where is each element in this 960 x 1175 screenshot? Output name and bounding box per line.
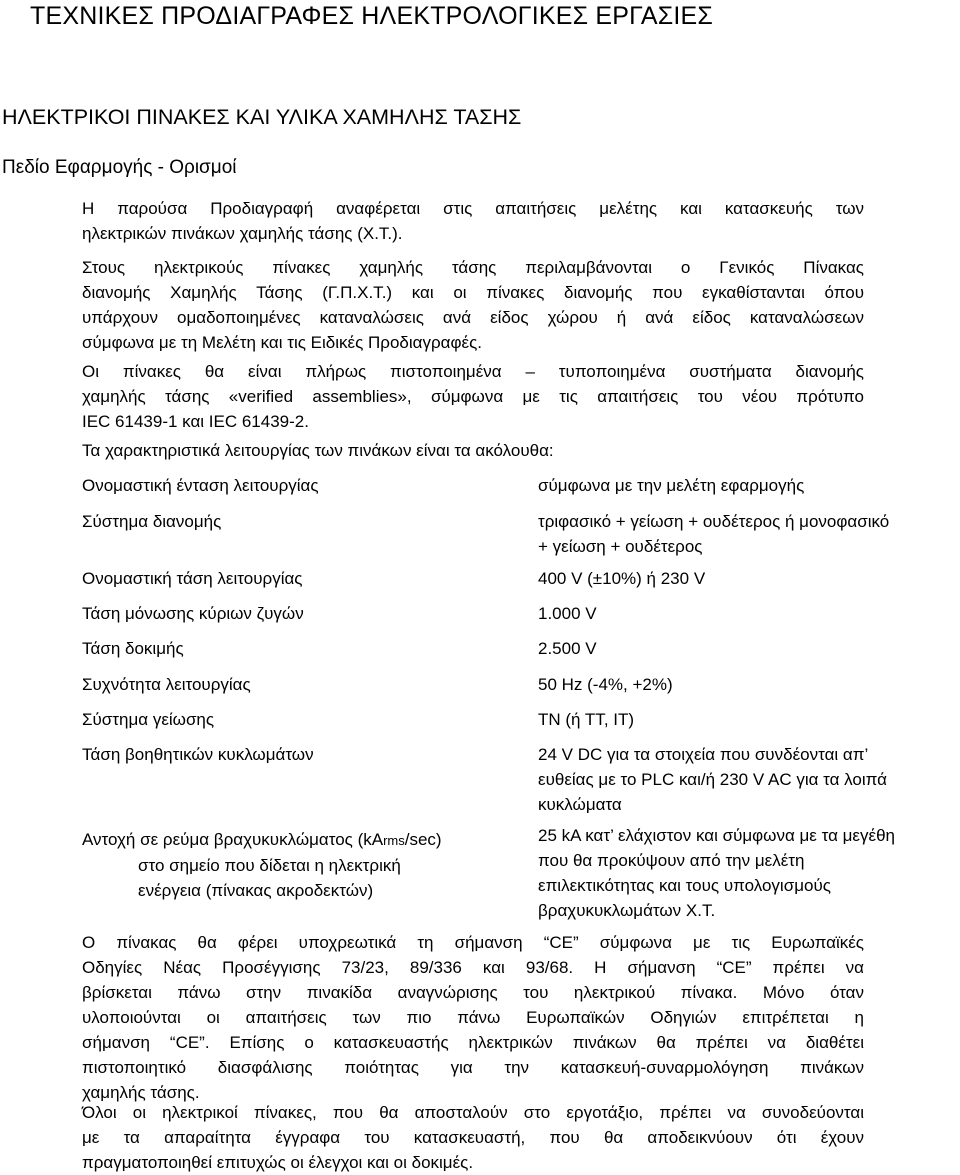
spec-value-earthing-system: ΤΝ (ή ΤΤ, IT) [538,710,635,729]
spec-value-line: βραχυκυκλωμάτων Χ.Τ. [538,901,716,920]
spec-label-line: ενέργεια (πίνακας ακροδεκτών) [138,881,374,900]
spec-value-test-voltage: 2.500 V [538,639,597,658]
spec-label-aux-voltage: Τάση βοηθητικών κυκλωμάτων [82,745,314,764]
paragraph-line: Οι πίνακες θα είναι πλήρως πιστοποιημένα – τυποποιημένα συστήματα διανομής [82,362,864,381]
spec-label-subscript: rms [383,833,405,848]
paragraph-line: IEC 61439-1 και IEC 61439-2. [82,412,309,431]
paragraph-line: πιστοποιητικό διασφάλισης ποιότητας για την κατασκευή-συναρμολόγηση πινάκων [82,1058,864,1077]
spec-value-line: κυκλώματα [538,795,622,814]
paragraph-line: ηλεκτρικών πινάκων χαμηλής τάσης (Χ.Τ.). [82,224,403,243]
spec-value-line: επιλεκτικότητας και τους υπολογισμούς [538,876,831,895]
paragraph-certification [82,359,864,434]
spec-value-line: + γείωση + ουδέτερος [538,537,703,556]
document-title: ΤΕΧΝΙΚΕΣ ΠΡΟΔΙΑΓΡΑΦΕΣ ΗΛΕΚΤΡΟΛΟΓΙΚΕΣ ΕΡΓΑΣΙΕΣ [30,2,714,30]
spec-value-line: ευθείας με το PLC και/ή 230 V AC για τα λοιπά [538,770,887,789]
spec-label-earthing-system: Σύστημα γείωσης [82,710,215,729]
paragraph-line: Στους ηλεκτρικούς πίνακες χαμηλής τάσης περιλαμβάνονται ο Γενικός Πίνακας [82,258,864,277]
paragraph-line: υλοποιούνται οι απαιτήσεις των πιο πάνω Ευρωπαϊκών Οδηγιών επιτρέπεται η [82,1008,864,1027]
paragraph-line: χαμηλής τάσης. [82,1083,200,1102]
paragraph-line: Η παρούσα Προδιαγραφή αναφέρεται στις απαιτήσεις μελέτης και κατασκευής των [82,199,864,218]
section-title: ΗΛΕΚΤΡΙΚΟΙ ΠΙΝΑΚΕΣ ΚΑΙ ΥΛΙΚΑ ΧΑΜΗΛΗΣ ΤΑΣΗΣ [2,105,522,129]
spec-value-line: που θα προκύψουν από την μελέτη [538,851,805,870]
spec-label-line [82,827,442,853]
paragraph-line: σήμανση “CE”. Επίσης ο κατασκευαστής ηλεκτρικών πινάκων θα πρέπει να διαθέτει [82,1033,864,1052]
paragraph-line: Οδηγίες Νέας Προσέγγισης 73/23, 89/336 και 93/68. Η σήμανση “CE” πρέπει να [82,958,864,977]
spec-value-frequency: 50 Hz (-4%, +2%) [538,675,673,694]
subsection-heading: Πεδίο Εφαρμογής - Ορισμοί [2,157,237,178]
paragraph-site-delivery [82,1100,864,1175]
spec-label-rated-voltage: Ονομαστική τάση λειτουργίας [82,569,303,588]
spec-label-rated-current: Ονομαστική ένταση λειτουργίας [82,476,319,495]
paragraph-line: υπάρχουν ομαδοποιημένες καταναλώσεις ανά είδος χώρου ή ανά είδος καταναλώσεων [82,308,864,327]
spec-value-rated-voltage: 400 V (±10%) ή 230 V [538,569,706,588]
paragraph-line: βρίσκεται πάνω στην πινακίδα αναγνώρισης του ηλεκτρικού πίνακα. Μόνο όταν [82,983,864,1002]
spec-label-line: στο σημείο που δίδεται η ηλεκτρική [138,856,401,875]
paragraph-characteristics-intro: Τα χαρακτηριστικά λειτουργίας των πινάκων είναι τα ακόλουθα: [82,441,554,460]
spec-label-test-voltage: Τάση δοκιμής [82,639,184,658]
paragraph-line: διανομής Χαμηλής Τάσης (Γ.Π.Χ.Τ.) και οι πίνακες διανομής που εγκαθίστανται όπου [82,283,864,302]
paragraph-scope [82,196,864,246]
spec-value-rated-current: σύμφωνα με την μελέτη εφαρμογής [538,476,805,495]
paragraph-line: Ο πίνακας θα φέρει υποχρεωτικά τη σήμανση “CE” σύμφωνα με τις Ευρωπαϊκές [82,933,864,952]
spec-label-short-circuit [82,827,442,903]
paragraph-ce-marking [82,930,864,1105]
paragraph-line: με τα απαραίτητα έγγραφα του κατασκευαστή, που θα αποδεικνύουν ότι έχουν [82,1128,864,1147]
spec-label-frequency: Συχνότητα λειτουργίας [82,675,251,694]
spec-value-distribution [538,509,889,559]
spec-value-insulation-voltage: 1.000 V [538,604,597,623]
spec-label-text: Αντοχή σε ρεύμα βραχυκυκλώματος (kA [82,830,384,849]
paragraph-included-panels [82,255,864,355]
paragraph-line: σύμφωνα με τη Μελέτη και τις Ειδικές Προδιαγραφές. [82,333,482,352]
paragraph-line: Όλοι οι ηλεκτρικοί πίνακες, που θα αποσταλούν στο εργοτάξιο, πρέπει να συνοδεύονται [82,1103,864,1122]
paragraph-line: πραγματοποιηθεί επιτυχώς οι έλεγχοι και οι δοκιμές. [82,1153,474,1172]
spec-label-distribution: Σύστημα διανομής [82,512,222,531]
spec-value-short-circuit [538,823,895,923]
spec-value-line: 24 V DC για τα στοιχεία που συνδέονται απ’ [538,745,869,764]
spec-value-line: 25 kA κατ’ ελάχιστον και σύμφωνα με τα μεγέθη [538,826,895,845]
paragraph-line: χαμηλής τάσης «verified assemblies», σύμφωνα με τις απαιτήσεις του νέου πρότυπο [82,387,864,406]
spec-label-text: /sec) [404,830,442,849]
spec-value-aux-voltage [538,742,887,817]
spec-label-insulation-voltage: Τάση μόνωσης κύριων ζυγών [82,604,304,623]
spec-value-line: τριφασικό + γείωση + ουδέτερος ή μονοφασικό [538,512,890,531]
